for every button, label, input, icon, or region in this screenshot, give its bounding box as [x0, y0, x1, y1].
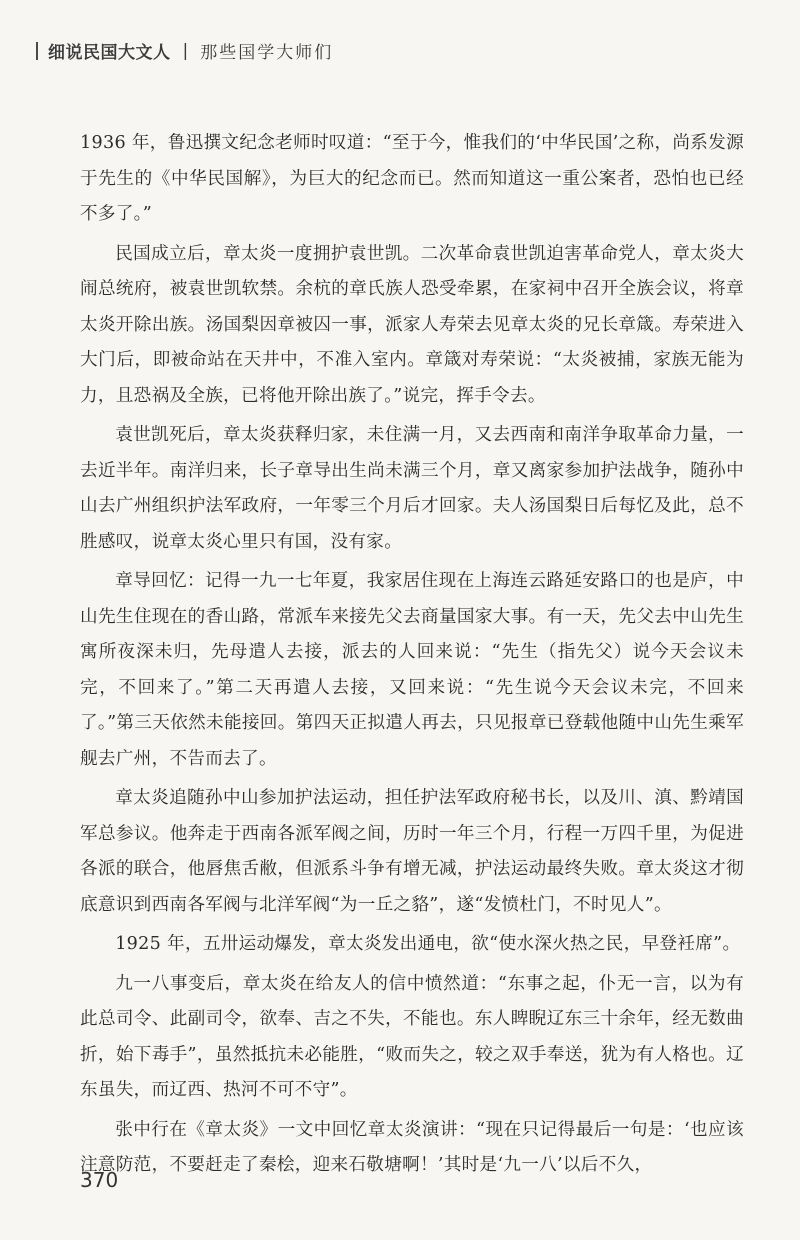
book-title: 细说民国大文人: [48, 43, 171, 63]
paragraph: 1936 年，鲁迅撰文纪念老师时叹道：“至于今，惟我们的‘中华民国’之称，尚系发源于先生的《中华民国解》，为巨大的纪念而已。然而知道这一重公案者，恐怕也已经不多了。”: [80, 133, 744, 224]
paragraph: 九一八事变后，章太炎在给友人的信中愤然道：“东事之起，仆无一言，以为有此总司令、此副司令，欲奉、吉之不失，不能也。东人睥睨辽东三十余年，经无数曲折，始下毒手”，虽然抵抗未必能胜，“败而失之，较之双手奉送，犹为有人格也。辽东虽失，而辽西、热河不可不守”。: [80, 973, 744, 1100]
running-header: [36, 38, 333, 63]
paragraph: 章太炎追随孙中山参加护法运动，担任护法军政府秘书长，以及川、滇、黔靖国军总参议。他奔走于西南各派军阀之间，历时一年三个月，行程一万四千里，为促进各派的联合，他唇焦舌敝，但派系斗争有增无减，护法运动最终失败。章太炎这才彻底意识到西南各军阀与北洋军阀“为一丘之貉”，遂“发愤杜门，不时见人”。: [80, 788, 744, 915]
paragraph: 民国成立后，章太炎一度拥护袁世凯。二次革命袁世凯迫害革命党人，章太炎大闹总统府，被袁世凯软禁。余杭的章氏族人恐受牵累，在家祠中召开全族会议，将章太炎开除出族。汤国梨因章被囚一事，派家人寿荣去见章太炎的兄长章箴。寿荣进入大门后，即被命站在天井中，不准入室内。章箴对寿荣说：“太炎被捕，家族无能为力，且恐祸及全族，已将他开除出族了。”说完，挥手令去。: [80, 243, 744, 406]
chapter-title: 那些国学大师们: [200, 43, 334, 63]
header-separator: |: [182, 40, 189, 61]
page-number: 370: [80, 1168, 119, 1192]
page-body: [80, 126, 744, 1188]
paragraph: 袁世凯死后，章太炎获释归家，未住满一月，又去西南和南洋争取革命力量，一去近半年。南洋归来，长子章导出生尚未满三个月，章又离家参加护法战争，随孙中山去广州组织护法军政府，一年零三个月后才回家。夫人汤国梨日后每忆及此，总不胜感叹，说章太炎心里只有国，没有家。: [80, 425, 744, 552]
header-bar: [36, 42, 38, 60]
paragraph: 章导回忆：记得一九一七年夏，我家居住现在上海连云路延安路口的也是庐，中山先生住现在的香山路，常派车来接先父去商量国家大事。有一天，先父去中山先生寓所夜深未归，先母遣人去接，派去的人回来说：“先生（指先父）说今天会议未完，不回来了。”第二天再遣人去接，又回来说：“先生说今天会议未完，不回来了。”第三天依然未能接回。第四天正拟遣人再去，只见报章已登载他随中山先生乘军舰去广州，不告而去了。: [80, 571, 744, 769]
paragraph: 1925 年，五卅运动爆发，章太炎发出通电，欲“使水深火热之民，早登衽席”。: [115, 934, 741, 954]
paragraph: 张中行在《章太炎》一文中回忆章太炎演讲：“现在只记得最后一句是：‘也应该注意防范，不要赶走了秦桧，迎来石敬塘啊！’其时是‘九一八’以后不久，: [80, 1119, 744, 1175]
